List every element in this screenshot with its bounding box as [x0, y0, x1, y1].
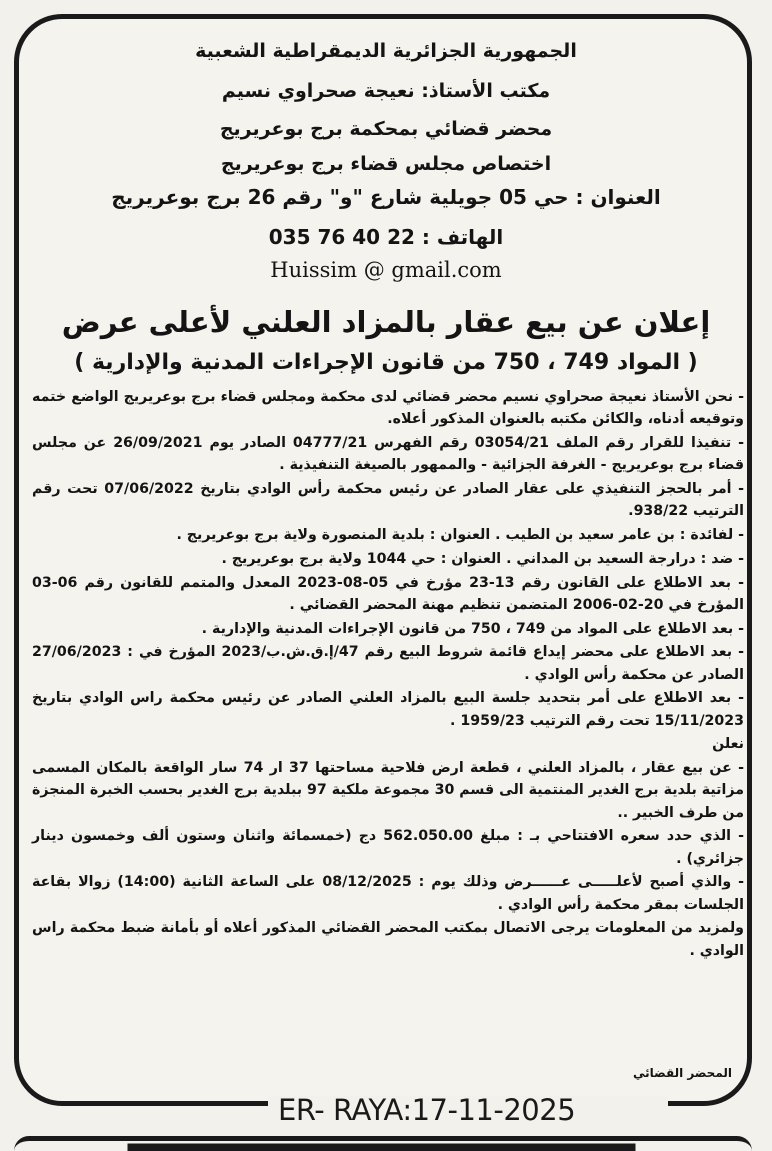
paragraph: - بعد الاطلاع على أمر بتحديد جلسة البيع بالمزاد العلني الصادر عن رئيس محكمة راس الوادي بتاريخ 15/11/2023 تحت رقم الترتيب 1959/23 .	[32, 690, 744, 729]
paragraph: - بعد الاطلاع على القانون رقم 13-23 مؤرخ في 05-08-2023 المعدل والمتمم للقانون رقم 06-03 المؤرخ في 20-02-2006 المتضمن تنظيم مهنة المحضر القضائي .	[32, 574, 744, 613]
paragraph: - بعد الاطلاع على محضر إيداع قائمة شروط البيع رقم 47/إ.ق.ش.ب/2023 المؤرخ في : 27/06/2023 الصادر عن محكمة رأس الوادي .	[32, 644, 744, 683]
paragraph: - بعد الاطلاع على المواد من 749 ، 750 من قانون الإجراءات المدنية والإدارية .	[201, 620, 744, 637]
header-jurisdiction: اختصاص مجلس قضاء برج بوعريريج	[220, 153, 552, 175]
paragraph: - الذي حدد سعره الافتتاحي بـ : مبلغ 562.050.00 دج (خمسمائة واثنان وستون ألف وخمسون دينار جزائري) .	[32, 828, 744, 867]
header-phone: الهاتف : 22 40 76 035	[268, 225, 504, 249]
paragraph: - لفائدة : بن عامر سعيد بن الطيب . العنوان : بلدية المنصورة ولاية برج بوعريريج .	[176, 527, 744, 543]
paragraph: - نحن الأستاذ نعيجة صحراوي نسيم محضر قضائي لدى محكمة ومجلس قضاء برج بوعريريج الواضع ختمه وتوقيعه أدناه، والكائن مكتبه بالعنوان المذكور أعلاه.	[32, 389, 744, 428]
header-republic: الجمهورية الجزائرية الديمقراطية الشعبية	[195, 40, 577, 62]
newspaper-footer: ER- RAYA:17-11-2025	[278, 1093, 576, 1127]
notice-body	[32, 386, 744, 963]
bottom-border	[14, 1136, 752, 1151]
paragraph: - ضد : درارجة السعيد بن المداني . العنوان : حي 1044 ولاية برج بوعريريج .	[221, 550, 744, 567]
header-address: العنوان : حي 05 جويلية شارع "و" رقم 26 برج بوعريريج	[111, 185, 661, 209]
paragraph-heading: نعلن	[712, 736, 744, 753]
paragraph: - تنفيذا للقرار رقم الملف 03054/21 رقم الفهرس 04777/21 الصادر يوم 26/09/2021 عن مجلس قضاء برج بوعريريج - الغرفة الجزائية - والممهور بالصيغة التنفيذية .	[32, 435, 744, 474]
notice-subtitle: ( المواد 749 ، 750 من قانون الإجراءات المدنية والإدارية )	[74, 350, 698, 375]
paragraph: ولمزيد من المعلومات يرجى الاتصال بمكتب المحضر القضائي المذكور أعلاه أو بأمانة ضبط محكمة راس الوادي .	[32, 920, 744, 959]
signature-label: المحضر القضائي	[632, 1066, 732, 1080]
header-email: Huissim @ gmail.com	[270, 258, 502, 282]
header-office: مكتب الأستاذ: نعيجة صحراوي نسيم	[221, 80, 551, 102]
header-role: محضر قضائي بمحكمة برج بوعريريج	[219, 118, 553, 140]
paragraph: - عن بيع عقار ، بالمزاد العلني ، قطعة ارض فلاحية مساحتها 37 ار 74 سار الواقعة بالمكان المسمى مزاتية بلدية برج الغدير المنتمية الى قسم 30 مجموعة ملكية 97 ببلدية برج الغدير بحسب الخبرة المنجزة من طرف الخبير ..	[32, 760, 744, 821]
paragraph: - والذي أصبح لأعلـــــى عــــــرض وذلك يوم : 08/12/2025 على الساعة الثانية (14:00) زوالا بقاعة الجلسات بمقر محكمة رأس الوادي .	[32, 874, 744, 913]
notice-title: إعلان عن بيع عقار بالمزاد العلني لأعلى عرض	[61, 305, 711, 339]
paragraph: - أمر بالحجز التنفيذي على عقار الصادر عن رئيس محكمة رأس الوادي بتاريخ 07/06/2022 تحت رقم الترتيب 938/22.	[32, 481, 744, 520]
